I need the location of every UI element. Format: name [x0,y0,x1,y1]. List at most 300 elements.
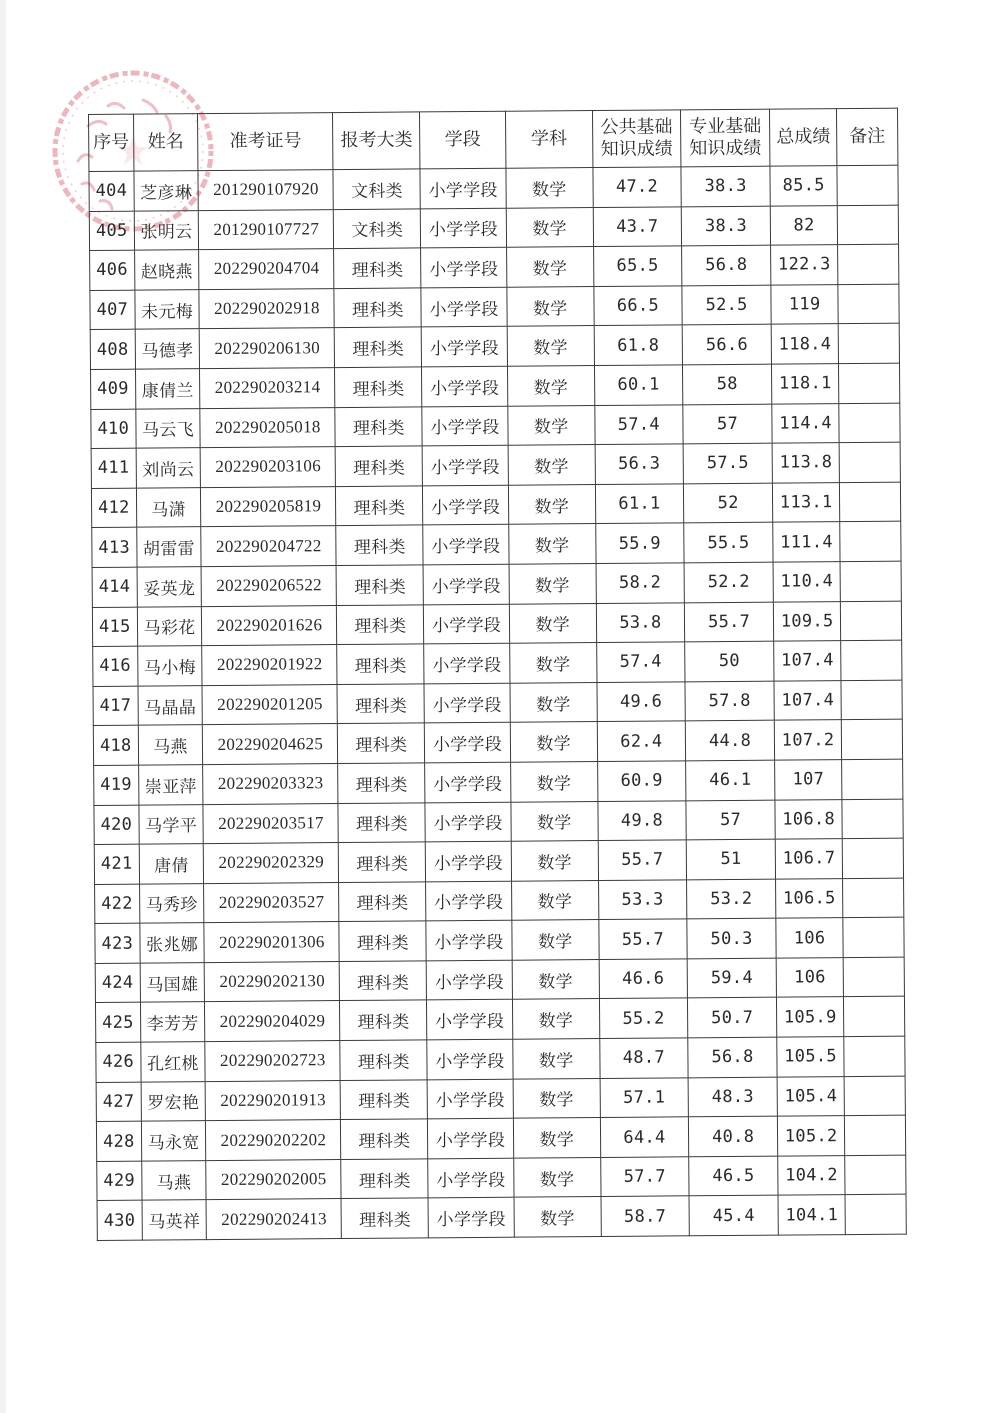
cell-seq: 417 [93,686,138,726]
table-row [97,1155,906,1201]
cell-total: 105.5 [777,1037,844,1077]
table-row [94,759,903,805]
cell-name: 李芳芳 [140,1002,205,1042]
cell-name: 刘尚云 [136,448,201,488]
cell-seq: 425 [95,1003,140,1043]
cell-remark [842,799,903,839]
cell-stage: 小学学段 [427,960,512,1000]
cell-remark [843,957,904,997]
cell-subject: 数学 [506,286,593,326]
cell-stage: 小学学段 [424,564,509,604]
cell-subject: 数学 [508,484,595,524]
cell-name: 马学平 [139,804,204,844]
cell-stage: 小学学段 [424,604,509,644]
cell-remark [838,244,899,284]
cell-seq: 410 [91,409,136,449]
cell-exam-id: 202290201306 [204,922,339,963]
cell-category: 文科类 [334,208,421,248]
header-seq: 序号 [89,114,134,171]
cell-pro-score: 55.7 [684,602,774,642]
cell-subject: 数学 [506,247,593,287]
cell-public-score: 57.1 [600,1077,688,1117]
cell-name: 张明云 [134,210,199,250]
cell-total: 106.8 [775,799,842,839]
cell-pro-score: 56.8 [688,1037,778,1077]
cell-category: 理科类 [339,882,426,922]
cell-seq: 415 [92,607,137,647]
cell-seq: 420 [94,805,139,845]
cell-subject: 数学 [510,722,597,762]
cell-seq: 407 [90,290,135,330]
cell-name: 赵晓燕 [134,250,199,290]
cell-total: 107.4 [774,680,841,720]
cell-subject: 数学 [513,1118,600,1158]
cell-subject: 数学 [509,563,596,603]
header-remark: 备注 [837,108,898,165]
table-row [90,324,899,370]
cell-pro-score: 50.3 [687,918,777,958]
cell-pro-score: 57 [683,404,773,444]
header-total: 总成绩 [770,109,837,167]
cell-stage: 小学学段 [428,1118,513,1158]
cell-total: 111.4 [773,522,840,562]
cell-total: 118.1 [772,364,839,404]
cell-public-score: 65.5 [593,246,681,286]
cell-category: 理科类 [336,525,423,565]
cell-remark [841,680,902,720]
table-row [96,1036,905,1082]
table-row [92,561,901,607]
cell-total: 105.4 [777,1076,844,1116]
cell-subject: 数学 [510,682,597,722]
cell-category: 理科类 [338,723,425,763]
cell-exam-id: 202290203214 [200,368,335,409]
cell-name: 马德孝 [135,329,200,369]
cell-name: 未元梅 [134,289,199,329]
header-stage: 学段 [420,111,506,169]
cell-exam-id: 202290202329 [204,843,339,884]
score-table [88,108,907,1241]
cell-public-score: 55.7 [598,840,686,880]
cell-exam-id: 202290201913 [206,1080,341,1121]
cell-seq: 426 [96,1042,141,1082]
cell-name: 崇亚萍 [138,765,203,805]
cell-name: 马永宽 [141,1121,206,1161]
cell-public-score: 46.6 [599,959,687,999]
cell-category: 理科类 [334,288,421,328]
cell-pro-score: 57 [686,800,776,840]
cell-exam-id: 202290202130 [205,961,340,1002]
table-row [91,482,900,528]
cell-name: 马英祥 [142,1200,207,1240]
cell-name: 马小梅 [137,646,202,686]
cell-remark [839,363,900,403]
cell-total: 106 [776,918,843,958]
header-exam-id: 准考证号 [198,113,333,171]
cell-remark [844,1115,905,1155]
cell-public-score: 55.7 [599,919,687,959]
cell-name: 马晶晶 [138,685,203,725]
cell-category: 理科类 [335,367,422,407]
cell-seq: 411 [91,448,136,488]
cell-remark [842,759,903,799]
cell-stage: 小学学段 [428,1198,513,1238]
cell-seq: 413 [92,527,137,567]
cell-seq: 430 [97,1201,142,1241]
cell-pro-score: 56.6 [682,325,772,365]
cell-remark [838,284,899,324]
cell-remark [837,205,898,245]
cell-stage: 小学学段 [427,1000,512,1040]
cell-name: 马潇 [136,487,201,527]
cell-pro-score: 50.7 [687,998,777,1038]
cell-subject: 数学 [508,524,595,564]
cell-subject: 数学 [512,999,599,1039]
cell-category: 理科类 [341,1159,428,1199]
table-row [91,403,900,449]
cell-exam-id: 202290203323 [203,763,338,804]
cell-category: 理科类 [340,1000,427,1040]
cell-pro-score: 44.8 [685,720,775,760]
cell-pro-score: 46.1 [686,760,776,800]
cell-stage: 小学学段 [425,762,510,802]
cell-subject: 数学 [511,801,598,841]
cell-subject: 数学 [514,1197,601,1237]
table-row [90,284,899,330]
cell-seq: 408 [90,330,135,370]
cell-total: 82 [770,205,837,245]
cell-stage: 小学学段 [420,168,505,208]
table-row [89,165,898,211]
cell-total: 106.5 [776,878,843,918]
cell-total: 107.4 [774,641,841,681]
cell-stage: 小学学段 [423,485,508,525]
cell-subject: 数学 [510,761,597,801]
cell-seq: 423 [95,923,140,963]
cell-remark [845,1195,906,1235]
cell-total: 119 [771,284,838,324]
cell-total: 106 [776,957,843,997]
cell-remark [841,719,902,759]
cell-stage: 小学学段 [425,802,510,842]
table-row [92,521,901,567]
cell-stage: 小学学段 [421,208,506,248]
cell-public-score: 62.4 [597,721,685,761]
table-row [95,997,904,1043]
cell-total: 85.5 [770,166,837,206]
cell-public-score: 56.3 [595,444,683,484]
cell-category: 理科类 [337,604,424,644]
cell-remark [844,1076,905,1116]
cell-stage: 小学学段 [424,643,509,683]
cell-exam-id: 202290204625 [203,724,338,765]
cell-stage: 小学学段 [428,1079,513,1119]
cell-public-score: 53.3 [598,880,686,920]
cell-stage: 小学学段 [426,920,511,960]
cell-public-score: 57.4 [595,404,683,444]
cell-seq: 404 [89,171,134,211]
cell-seq: 429 [97,1161,142,1201]
cell-name: 马秀珍 [139,883,204,923]
cell-seq: 424 [95,963,140,1003]
header-subject: 学科 [505,111,593,169]
cell-public-score: 49.6 [597,682,685,722]
cell-public-score: 58.7 [601,1196,689,1236]
table-row [97,1195,906,1241]
cell-seq: 419 [94,765,139,805]
cell-pro-score: 59.4 [687,958,777,998]
cell-total: 105.2 [778,1116,845,1156]
cell-exam-id: 202290205819 [201,486,336,527]
cell-category: 理科类 [335,406,422,446]
cell-public-score: 60.9 [597,761,685,801]
header-pro-score: 专业基础知识成绩 [680,109,770,167]
cell-exam-id: 202290201626 [202,605,337,646]
cell-remark [838,324,899,364]
cell-name: 孔红桃 [140,1042,205,1082]
cell-remark [843,878,904,918]
cell-name: 马云飞 [135,408,200,448]
cell-total: 106.7 [775,839,842,879]
cell-pro-score: 50 [685,641,775,681]
cell-name: 唐倩 [139,844,204,884]
cell-remark [843,917,904,957]
cell-name: 马燕 [141,1160,206,1200]
cell-pro-score: 38.3 [681,206,771,246]
table-row [96,1076,905,1122]
cell-total: 105.9 [777,997,844,1037]
cell-total: 104.1 [778,1195,845,1235]
cell-total: 109.5 [774,601,841,641]
cell-remark [840,601,901,641]
cell-subject: 数学 [507,405,594,445]
cell-total: 113.8 [772,443,839,483]
cell-pro-score: 52.2 [684,562,774,602]
cell-exam-id: 202290201205 [202,684,337,725]
cell-seq: 409 [91,369,136,409]
cell-name: 芝彦琳 [134,171,199,211]
cell-category: 理科类 [341,1198,428,1238]
cell-pro-score: 52.5 [682,285,772,325]
cell-total: 110.4 [773,562,840,602]
cell-subject: 数学 [511,841,598,881]
cell-subject: 数学 [507,366,594,406]
cell-subject: 数学 [509,603,596,643]
cell-exam-id: 202290204029 [205,1001,340,1042]
cell-category: 理科类 [340,1040,427,1080]
table-row [91,363,900,409]
cell-remark [839,403,900,443]
cell-subject: 数学 [506,168,593,208]
cell-name: 罗宏艳 [141,1081,206,1121]
cell-remark [839,442,900,482]
cell-name: 康倩兰 [135,369,200,409]
cell-stage: 小学学段 [422,366,507,406]
cell-exam-id: 202290202918 [199,288,334,329]
cell-pro-score: 45.4 [689,1196,779,1236]
cell-subject: 数学 [512,1039,599,1079]
cell-seq: 428 [96,1121,141,1161]
cell-remark [845,1155,906,1195]
cell-category: 理科类 [334,327,421,367]
cell-pro-score: 58 [682,364,772,404]
cell-name: 马彩花 [137,606,202,646]
cell-public-score: 61.1 [595,484,683,524]
table-row [93,680,902,726]
cell-exam-id: 202290204704 [199,249,334,290]
cell-exam-id: 202290202202 [206,1120,341,1161]
cell-category: 理科类 [339,961,426,1001]
table-row [95,957,904,1003]
cell-subject: 数学 [509,643,596,683]
cell-name: 妥英龙 [137,567,202,607]
cell-category: 理科类 [341,1119,428,1159]
cell-subject: 数学 [512,959,599,999]
cell-subject: 数学 [506,207,593,247]
cell-public-score: 48.7 [600,1038,688,1078]
cell-exam-id: 202290202005 [206,1159,341,1200]
cell-subject: 数学 [508,445,595,485]
cell-remark [842,838,903,878]
cell-stage: 小学学段 [424,683,509,723]
cell-stage: 小学学段 [422,406,507,446]
cell-stage: 小学学段 [423,445,508,485]
cell-stage: 小学学段 [421,287,506,327]
cell-exam-id: 202290203106 [201,447,336,488]
table-row [95,917,904,963]
cell-pro-score: 40.8 [688,1116,778,1156]
cell-category: 理科类 [335,446,422,486]
cell-total: 122.3 [771,245,838,285]
cell-seq: 427 [96,1082,141,1122]
cell-total: 107 [775,760,842,800]
header-public-score: 公共基础知识成绩 [592,110,681,168]
cell-remark [837,165,898,205]
cell-remark [840,561,901,601]
cell-public-score: 66.5 [594,286,682,326]
header-category: 报考大类 [333,112,421,170]
cell-exam-id: 202290205018 [200,407,335,448]
cell-category: 文科类 [333,169,420,209]
cell-seq: 414 [92,567,137,607]
cell-total: 107.2 [774,720,841,760]
cell-public-score: 49.8 [598,800,686,840]
table-row [96,1115,905,1161]
cell-exam-id: 202290203527 [204,882,339,923]
cell-public-score: 55.9 [596,523,684,563]
cell-seq: 416 [93,646,138,686]
cell-category: 理科类 [337,644,424,684]
cell-public-score: 55.2 [599,998,687,1038]
cell-public-score: 61.8 [594,325,682,365]
cell-name: 张兆娜 [139,923,204,963]
cell-seq: 405 [89,211,134,251]
score-table-body [89,165,906,1240]
cell-public-score: 64.4 [600,1117,688,1157]
cell-seq: 418 [93,725,138,765]
cell-subject: 数学 [511,920,598,960]
table-row [90,244,899,290]
cell-stage: 小学学段 [427,1039,512,1079]
cell-seq: 412 [91,488,136,528]
cell-public-score: 57.7 [601,1157,689,1197]
cell-subject: 数学 [507,326,594,366]
table-row [92,601,901,647]
cell-remark [840,521,901,561]
cell-stage: 小学学段 [426,881,511,921]
header-name: 姓名 [133,114,198,172]
cell-total: 114.4 [772,403,839,443]
cell-exam-id: 202290206522 [202,566,337,607]
cell-seq: 406 [90,250,135,290]
cell-pro-score: 38.3 [681,166,771,206]
cell-pro-score: 46.5 [689,1156,779,1196]
cell-exam-id: 201290107920 [198,170,333,211]
table-row [89,205,898,251]
cell-total: 113.1 [773,482,840,522]
header-row [89,108,898,171]
table-row [93,640,902,686]
cell-stage: 小学学段 [426,841,511,881]
table-row [93,719,902,765]
cell-exam-id: 202290203517 [203,803,338,844]
cell-name: 马燕 [138,725,203,765]
cell-category: 理科类 [338,763,425,803]
cell-exam-id: 202290201922 [202,645,337,686]
cell-pro-score: 56.8 [682,245,772,285]
cell-stage: 小学学段 [425,723,510,763]
cell-stage: 小学学段 [423,525,508,565]
cell-category: 理科类 [339,842,426,882]
table-row [94,799,903,845]
table-row [95,878,904,924]
cell-pro-score: 48.3 [688,1077,778,1117]
cell-exam-id: 201290107727 [199,209,334,250]
cell-public-score: 43.7 [593,206,681,246]
cell-category: 理科类 [338,802,425,842]
cell-pro-score: 57.8 [685,681,775,721]
cell-remark [840,482,901,522]
cell-exam-id: 202290202413 [207,1199,342,1240]
cell-remark [841,640,902,680]
cell-public-score: 57.4 [596,642,684,682]
cell-pro-score: 55.5 [684,522,774,562]
cell-category: 理科类 [337,684,424,724]
table-row [94,838,903,884]
cell-subject: 数学 [513,1078,600,1118]
cell-remark [844,1036,905,1076]
cell-exam-id: 202290202723 [205,1041,340,1082]
cell-category: 理科类 [340,1080,427,1120]
cell-subject: 数学 [513,1157,600,1197]
cell-pro-score: 51 [686,839,776,879]
cell-stage: 小学学段 [422,327,507,367]
cell-exam-id: 202290206130 [200,328,335,369]
cell-seq: 421 [94,844,139,884]
cell-category: 理科类 [336,565,423,605]
cell-public-score: 47.2 [593,167,681,207]
table-row [91,442,900,488]
cell-public-score: 58.2 [596,563,684,603]
cell-pro-score: 53.2 [687,879,777,919]
cell-pro-score: 52 [683,483,773,523]
cell-seq: 422 [95,884,140,924]
cell-remark [844,997,905,1037]
cell-category: 理科类 [339,921,426,961]
cell-total: 104.2 [778,1155,845,1195]
cell-public-score: 53.8 [596,602,684,642]
cell-category: 理科类 [336,486,423,526]
